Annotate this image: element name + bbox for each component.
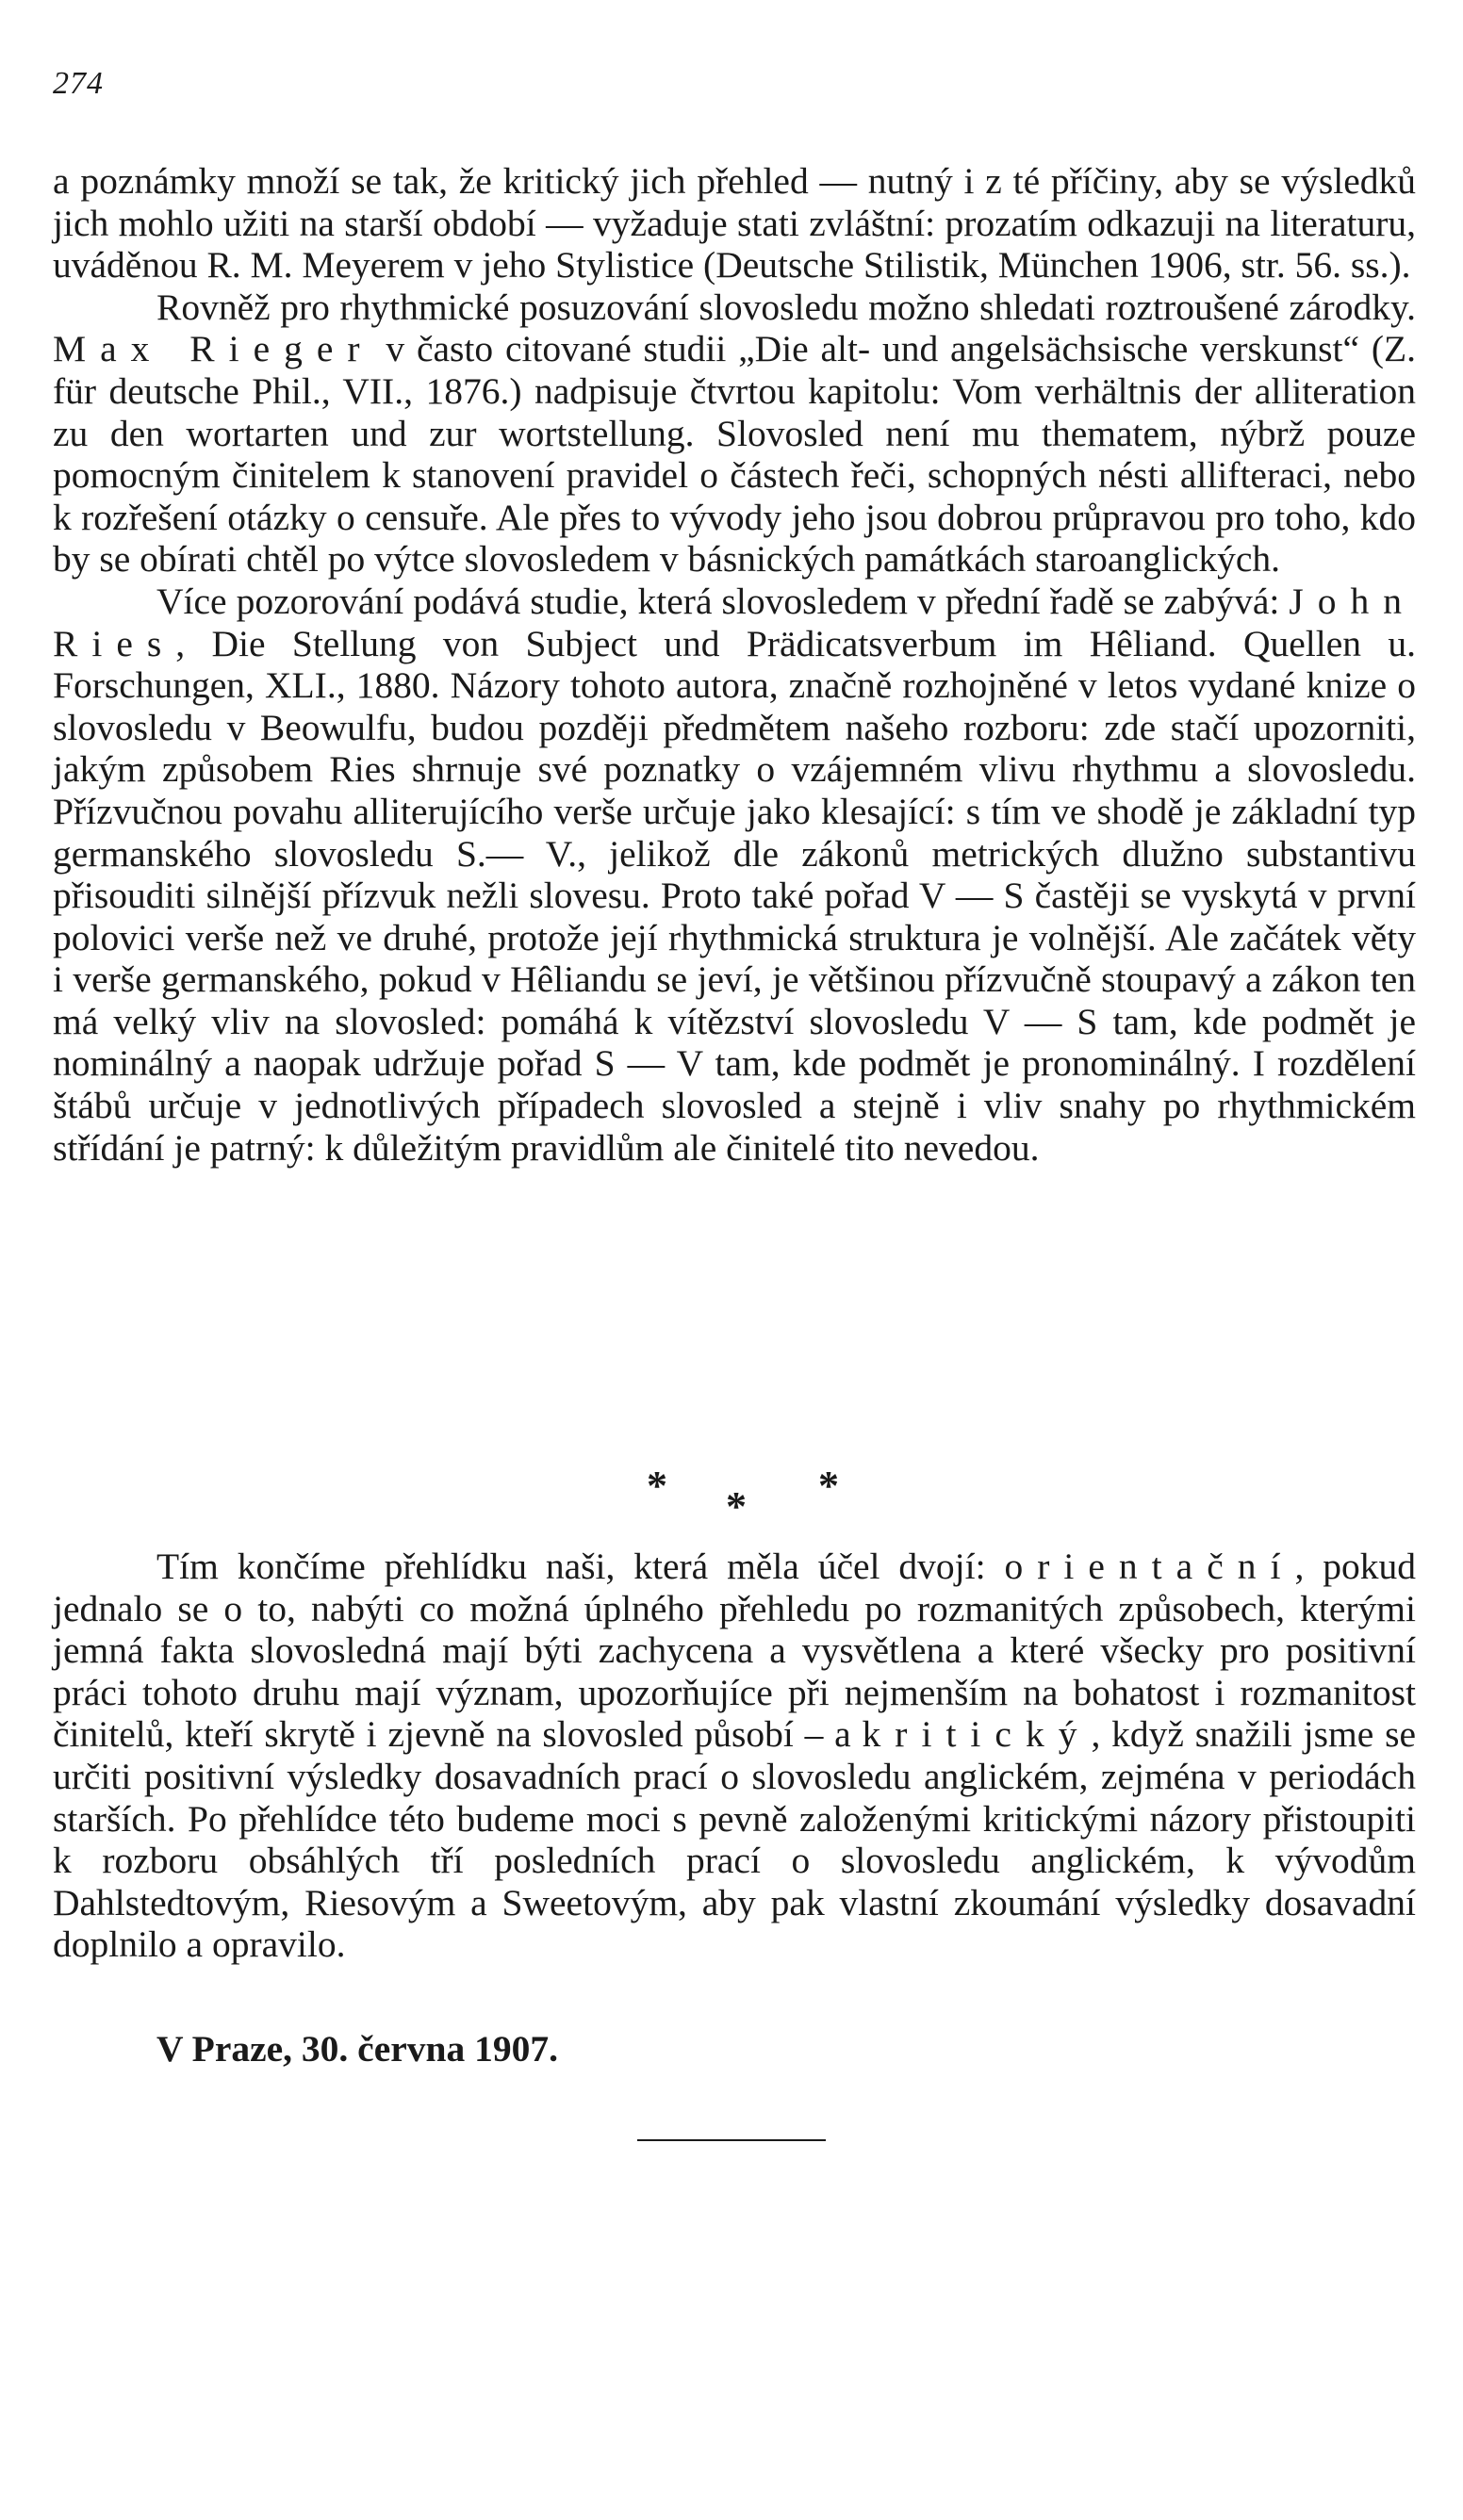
conclusion-middle: , pokud jednalo se o to, nabýti co možná úplného přehledu po rozmanitých způsobech, kterými jemná fakta slovosledná mají býti zachycena a vysvětlena a které všecky pro positivní práci tohoto druhu mají význam, upozorňujíce při nejmenším na bohatost i rozmanitost činitelů, kteří skrytě i zjevně na slovosled působí – a	[53, 1546, 1416, 1756]
paragraph-ries-intro: Více pozorování podává studie, která slovosledem v přední řadě se zabývá:	[156, 580, 1290, 622]
separator-asterisk: *	[726, 1483, 747, 1530]
paragraph-ries-body: , Die Stellung von Subject und Prädicatsverbum im Hêliand. Quellen u. Forschungen, XLI., 1880. Názory tohoto autora, značně rozhojněné v letos vydané knize o slovosledu v Beowulfu, budou později předmětem našeho rozboru: zde stačí upozorniti, jakým způsobem Ries shrnuje své poznatky o vzájemném vlivu rhythmu a slovosledu. Přízvučnou povahu alliterujícího verše určuje jako klesající: s tím ve shodě je základní typ germanského slovosledu S.— V., jelikož dle zákonů metrických dlužno substantivu přisouditi silnější přízvuk nežli slovesu. Proto také pořad V — S častěji se vyskytá v první polovici verše než ve druhé, protože její rhythmická struktura je volnější. Ale začátek věty i verše germanského, pokud v Hêliandu se jeví, je většinou přízvučně stoupavý a zákon ten má velký vliv na slovosled: pomáhá k vítězství slovosledu V — S tam, kde podmět je nominálný a naopak udržuje pořad S — V tam, kde podmět je pronominálný. I rozdělení štábů určuje v jednotlivých případech slovosled a stejně i vliv snahy po rhythmickém střídání je patrný: k důležitým pravidlům ale činitelé tito nevedou.	[53, 622, 1416, 1169]
paragraph-conclusion	[53, 1546, 1416, 1966]
paragraph-rieger-intro: Rovněž pro rhythmické posuzování slovosledu možno shledati roztroušené zárodky.	[156, 286, 1416, 328]
author-john-ries: John Ries	[53, 580, 1416, 664]
separator-asterisk: *	[647, 1463, 667, 1509]
place-date-signoff: V Praze, 30. června 1907.	[156, 2028, 558, 2070]
paragraph-continuation: a poznámky množí se tak, že kritický jich přehled — nutný i z té příčiny, aby se výsledků jich mohlo užiti na starší období — vyžaduje stati zvláštní: prozatím odkazuji na literaturu, uváděnou R. M. Meyerem v jeho Stylistice (Deutsche Stilistik, München 1906, str. 56. ss.).	[53, 160, 1416, 286]
page-number: 274	[53, 66, 104, 101]
main-text	[53, 160, 1416, 1169]
separator-asterisk: *	[818, 1463, 839, 1509]
term-orientacni: orientační	[1004, 1546, 1295, 1587]
conclusion-intro: Tím končíme přehlídku naši, která měla účel dvojí:	[156, 1546, 1005, 1587]
term-kriticky: kritický	[862, 1713, 1092, 1756]
paragraph-ries	[53, 581, 1416, 1169]
author-max-rieger: Max Rieger	[53, 328, 374, 370]
section-separator	[0, 1463, 1463, 1530]
paragraph-rieger-body: v často citované studii „Die alt- und angelsächsische verskunst“ (Z. für deutsche Phil., VII., 1876.) nadpisuje čtvrtou kapitolu: Vom verhältnis der alliteration zu den wortarten und zur wortstellung. Slovosled není mu thematem, nýbrž pouze pomocným činitelem k stanovení pravidel o částech řeči, schopných nésti allifteraci, nebo k rozřešení otázky o censuře. Ale přes to vývody jeho jsou dobrou průpravou pro toho, kdo by se obírati chtěl po výtce slovosledem v básnických památkách staroanglických.	[53, 328, 1416, 581]
closing-rule	[637, 2139, 826, 2141]
closing-text	[53, 1546, 1416, 1966]
paragraph-rieger	[53, 286, 1416, 581]
conclusion-end: , když snažili jsme se určiti positivní výsledky dosavadních prací o slovosledu anglickém, zejména v periodách starších. Po přehlídce této budeme moci s pevně založenými kritickými názory přistoupiti k rozboru obsáhlých tří posledních prací o slovosledu anglickém, k vývodům Dahlstedtovým, Riesovým a Sweetovým, aby pak vlastní zkoumání výsledky dosavadní doplnilo a opravilo.	[53, 1713, 1416, 1966]
